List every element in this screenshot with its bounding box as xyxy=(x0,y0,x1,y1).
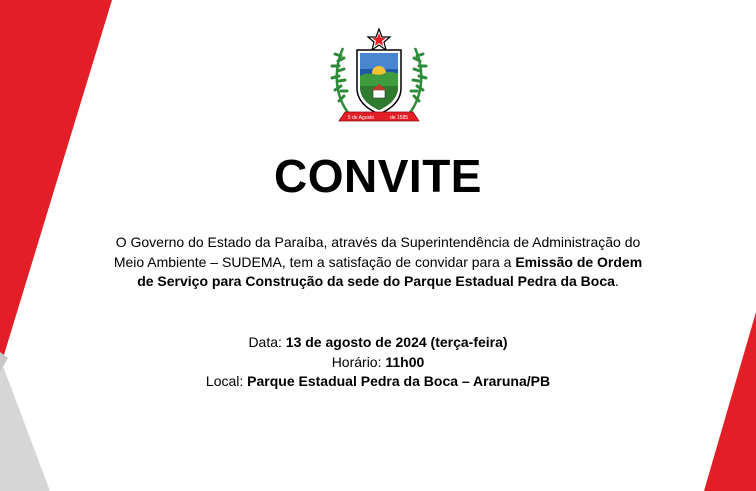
place-line xyxy=(0,372,756,392)
paraiba-coat-of-arms-icon xyxy=(327,26,431,126)
page-title: CONVITE xyxy=(274,150,482,202)
place-label: Local: xyxy=(205,373,248,389)
time-label: Horário: xyxy=(331,353,386,370)
date-label: Data: xyxy=(248,334,286,350)
intro-bold-text: Emissão de Ordem de Serviço para Construção da sede do Parque Estadual Pedra da Boca xyxy=(137,253,643,289)
place-value: Parque Estadual Pedra da Boca – Araruna/PB xyxy=(247,373,551,389)
intro-end: . xyxy=(614,273,619,289)
intro-paragraph xyxy=(108,233,648,292)
ribbon-right-text: de 1585 xyxy=(389,115,409,121)
date-line xyxy=(0,333,756,353)
time-value: 11h00 xyxy=(385,353,425,370)
time-line xyxy=(0,353,756,373)
intro-text: O Governo do Estado da Paraíba, através da Superintendência de Administração do Meio Ambiente – SUDEMA, tem a satisfação de convidar para a xyxy=(113,234,641,270)
date-value: 13 de agosto de 2024 (terça-feira) xyxy=(285,334,508,350)
ribbon-left-text: 5 de Agosto xyxy=(347,115,375,121)
event-details xyxy=(0,333,756,392)
